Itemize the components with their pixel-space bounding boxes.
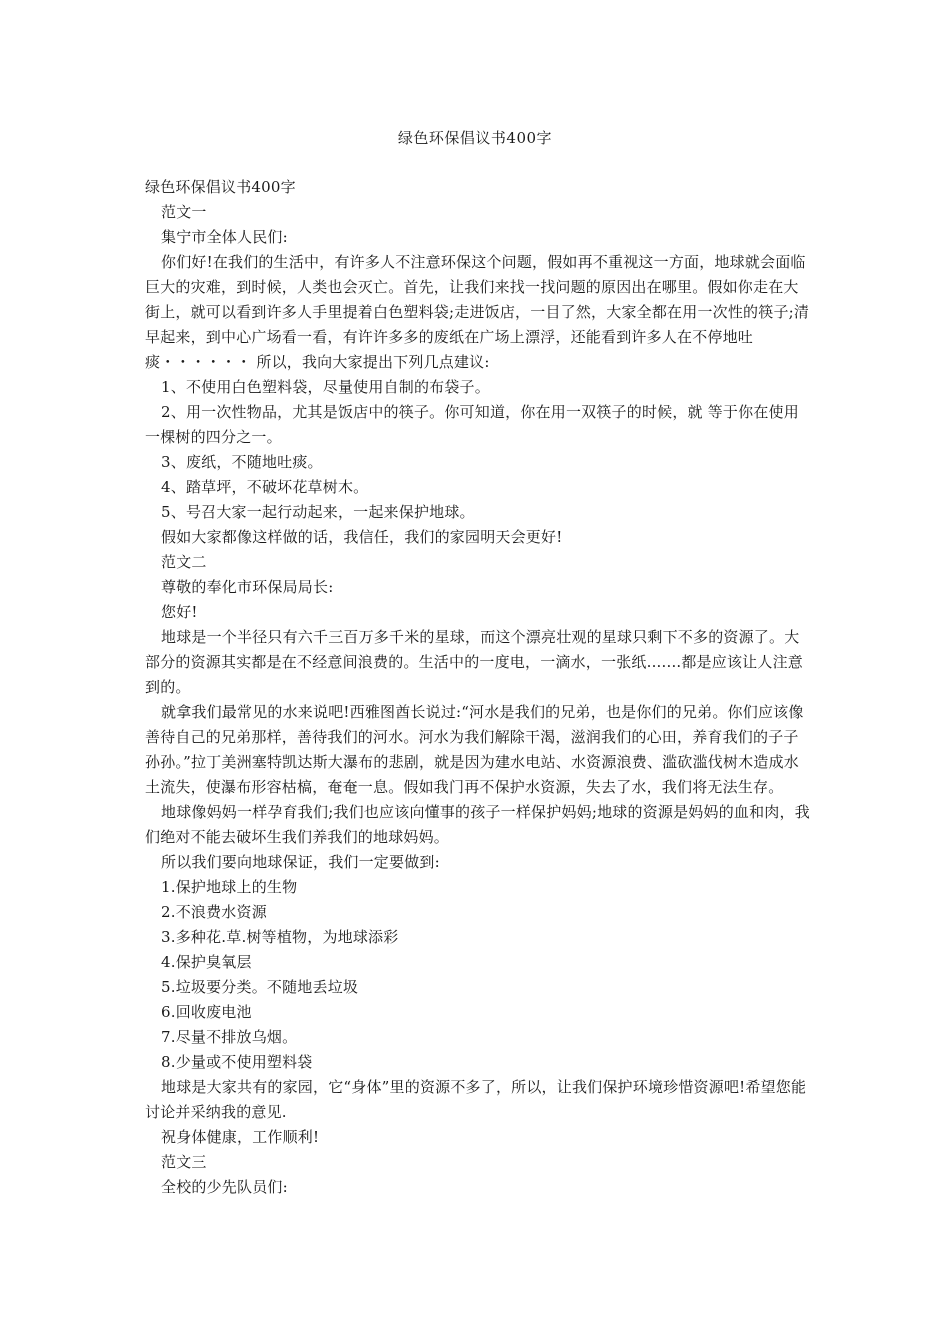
paragraph: 地球是一个半径只有六千三百万多千米的星球，而这个漂亮壮观的星球只剩下不多的资源了。大部分的资源其实都是在不经意间浪费的。生活中的一度电，一滴水，一张纸.......都是应该让人注意到的。 (145, 628, 803, 696)
paragraph: 5.垃圾要分类。不随地丢垃圾 (161, 978, 359, 996)
document-title: 绿色环保倡议书400字 (397, 129, 553, 147)
paragraph: 绿色环保倡议书400字 (145, 178, 296, 196)
paragraph: 就拿我们最常见的水来说吧!西雅图酋长说过:“河水是我们的兄弟，也是你们的兄弟。你们应该像善待自己的兄弟那样，善待我们的河水。河水为我们解除干渴，滋润我们的心田，养育我们的子子孙孙。”拉丁美洲塞特凯达斯大瀑布的悲剧，就是因为建水电站、水资源浪费、滥砍滥伐树木造成水土流失，使瀑布形容枯槁，奄奄一息。假如我门再不保护水资源，失去了水，我们将无法生存。 (145, 703, 804, 796)
paragraph: 3、废纸，不随地吐痰。 (161, 453, 323, 471)
paragraph: 范文二 (161, 553, 207, 571)
document-body (145, 175, 810, 1200)
paragraph: 6.回收废电池 (161, 1003, 252, 1021)
paragraph: 全校的少先队员们: (161, 1178, 288, 1196)
paragraph: 8.少量或不使用塑料袋 (161, 1053, 313, 1071)
paragraph: 范文一 (161, 203, 207, 221)
paragraph: 集宁市全体人民们: (161, 228, 288, 246)
paragraph: 7.尽量不排放乌烟。 (161, 1028, 298, 1046)
paragraph: 所以我们要向地球保证，我们一定要做到: (161, 853, 440, 871)
paragraph: 2、用一次性物品，尤其是饭店中的筷子。你可知道，你在用一双筷子的时候，就 等于你在使用一棵树的四分之一。 (145, 403, 799, 446)
paragraph: 范文三 (161, 1153, 207, 1171)
paragraph: 1、不使用白色塑料袋，尽量使用自制的布袋子。 (161, 378, 490, 396)
paragraph: 4.保护臭氧层 (161, 953, 252, 971)
paragraph: 假如大家都像这样做的话，我信任，我们的家园明天会更好! (161, 528, 563, 546)
paragraph: 地球是大家共有的家园，它“身体”里的资源不多了，所以，让我们保护环境珍惜资源吧!希望您能讨论并采纳我的意见. (145, 1078, 807, 1121)
paragraph: 4、踏草坪，不破坏花草树木。 (161, 478, 369, 496)
paragraph: 3.多种花.草.树等植物，为地球添彩 (161, 928, 399, 946)
paragraph: 祝身体健康，工作顺利! (161, 1128, 320, 1146)
paragraph: 尊敬的奉化市环保局局长: (161, 578, 334, 596)
paragraph: 你们好!在我们的生活中，有许多人不注意环保这个问题，假如再不重视这一方面，地球就会面临巨大的灾难，到时候，人类也会灭亡。首先，让我们来找一找问题的原因出在哪里。假如你走在大街上，就可以看到许多人手里提着白色塑料袋;走进饭店，一目了然，大家全都在用一次性的筷子;清早起来，到中心广场看一看，有许许多多的废纸在广场上漂浮，还能看到许多人在不停地吐痰・・・・・・ 所以，我向大家提出下列几点建议: (145, 253, 810, 371)
paragraph: 2.不浪费水资源 (161, 903, 267, 921)
paragraph: 5、号召大家一起行动起来，一起来保护地球。 (161, 503, 475, 521)
paragraph: 您好! (161, 603, 198, 621)
paragraph: 1.保护地球上的生物 (161, 878, 298, 896)
paragraph: 地球像妈妈一样孕育我们;我们也应该向懂事的孩子一样保护妈妈;地球的资源是妈妈的血和肉，我们绝对不能去破坏生我们养我们的地球妈妈。 (145, 803, 810, 846)
